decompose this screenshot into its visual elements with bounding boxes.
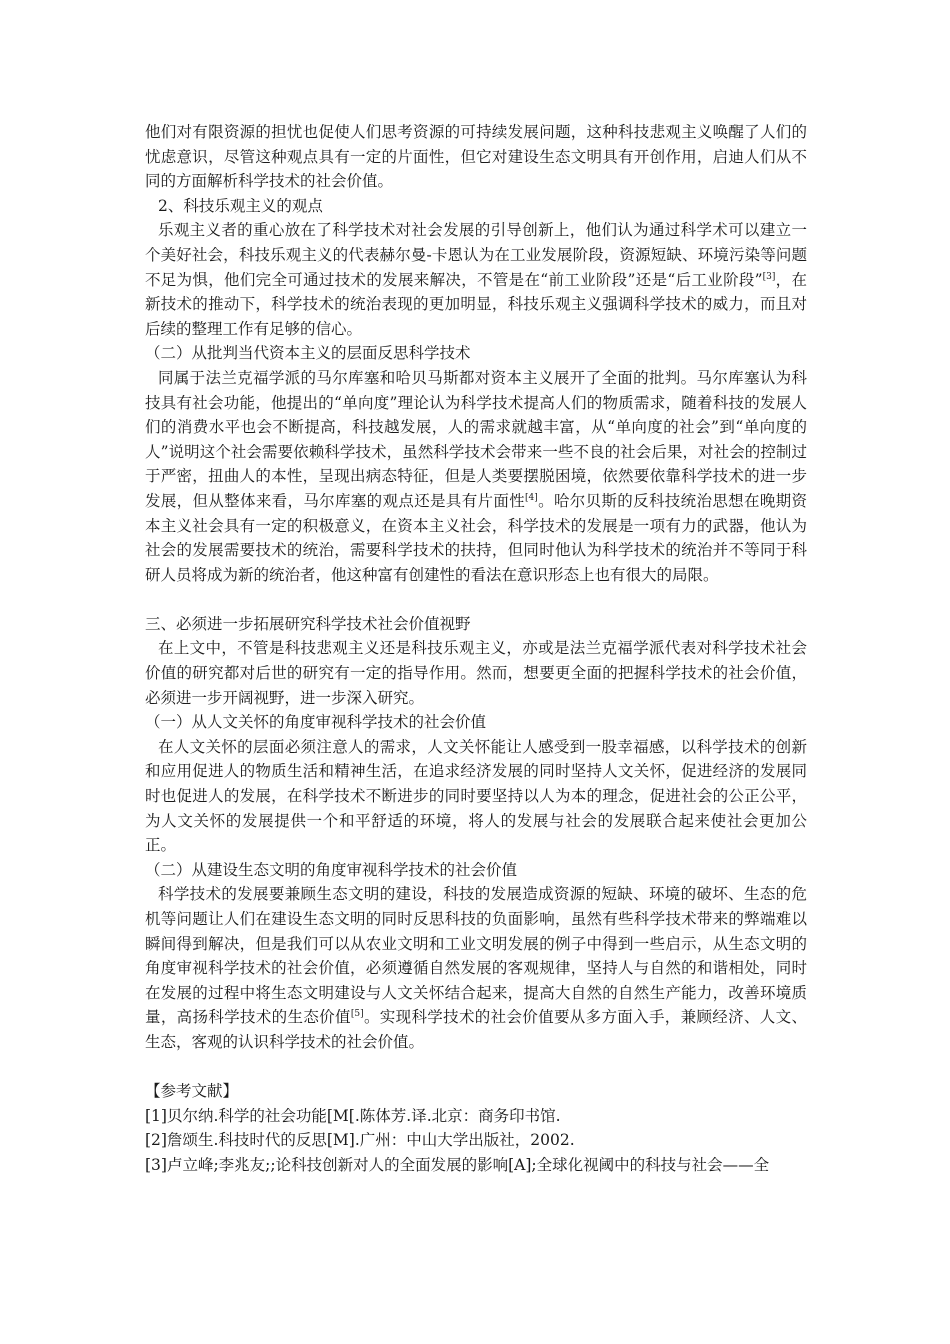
paragraph-frankfurt-rest: 。哈尔贝斯的反科技统治思想在晚期资本主义社会具有一定的积极意义，在资本主义社会，科学技术的发展是一项有力的武器，他认为社会的发展需要技术的统治，需要科学技术的扶持，但同时他认为科学技术的统治并不等同于科研人员将成为新的统治者，他这种富有创建性的看法在意识形态上也有很大的局限。: [145, 491, 807, 584]
paragraph-frankfurt-school: [145, 366, 807, 587]
spacer: [145, 587, 807, 612]
references-title: 【参考文献】: [145, 1082, 239, 1101]
paragraph-optimism-text: 乐观主义者的重心放在了科学技术对社会发展的引导创新上，他们认为通过科学术可以建立一个美好社会，科技乐观主义的代表赫尔曼-卡恩认为在工业发展阶段，资源短缺、环境污染等问题不足为惧，他们完全可通过技术的发展来解决，不管是在“前工业阶段”还是“后工业阶段”: [145, 221, 807, 289]
paragraph-optimism-rest: ，在新技术的推动下，科学技术的统治表现的更加明显，科技乐观主义强调科学技术的威力，而且对后续的整理工作有足够的信心。: [145, 270, 807, 338]
reference-item: [1]贝尔纳.科学的社会功能[M[.陈体芳.译.北京：商务印书馆.: [145, 1106, 561, 1125]
heading-humanistic-care: （一）从人文关怀的角度审视科学技术的社会价值: [145, 713, 487, 732]
spacer: [145, 1055, 807, 1080]
paragraph-ecological-civilization: [145, 882, 807, 1054]
heading-technological-optimism: 2、科技乐观主义的观点: [158, 196, 323, 215]
paragraph-humanistic-care: 在人文关怀的层面必须注意人的需求，人文关怀能让人感受到一股幸福感，以科学技术的创新和应用促进人的物质生活和精神生活，在追求经济发展的同时坚持人文关怀，促进经济的发展同时也促进人的发展，在科学技术不断进步的同时要坚持以人为本的理念，促进社会的公正公平，为人文关怀的发展提供一个和平舒适的环境，将人的发展与社会的发展联合起来使社会更加公正。: [145, 737, 807, 855]
paragraph-ecological-text: 科学技术的发展要兼顾生态文明的建设，科技的发展造成资源的短缺、环境的破坏、生态的危机等问题让人们在建设生态文明的同时反思科技的负面影响，虽然有些科学技术带来的弊端难以瞬间得到解决，但是我们可以从农业文明和工业文明发展的例子中得到一些启示，从生态文明的角度审视科学技术的社会价值，必须遵循自然发展的客观规律，坚持人与自然的和谐相处，同时在发展的过程中将生态文明建设与人文关怀结合起来，提高大自然的自然生产能力，改善环境质量，高扬科学技术的生态价值: [145, 885, 807, 1027]
heading-critique-capitalism: （二）从批判当代资本主义的层面反思科学技术: [145, 344, 471, 363]
heading-ecological-civilization: （二）从建设生态文明的角度审视科学技术的社会价值: [145, 860, 518, 879]
citation-3: [3]: [762, 271, 776, 282]
paragraph-broaden-vision: 在上文中，不管是科技悲观主义还是科技乐观主义，亦或是法兰克福学派代表对科学技术社会价值的研究都对后世的研究有一定的指导作用。然而，想要更全面的把握科学技术的社会价值，必须进一步开阔视野，进一步深入研究。: [145, 639, 807, 707]
document-page: [145, 120, 807, 1178]
reference-item: [3]卢立峰;李兆友;;论科技创新对人的全面发展的影响[A];全球化视阈中的科技与社会——全: [145, 1155, 770, 1174]
section-three-title: 三、必须进一步拓展研究科学技术社会价值视野: [145, 614, 471, 633]
paragraph-optimism: [145, 218, 807, 341]
references-list: [145, 1104, 807, 1178]
paragraph-ecological-rest: 。实现科学技术的社会价值要从多方面入手，兼顾经济、人文、生态，客观的认识科学技术的社会价值。: [145, 1008, 807, 1051]
paragraph-pessimism-conclusion: 他们对有限资源的担忧也促使人们思考资源的可持续发展问题，这种科技悲观主义唤醒了人们的忧虑意识，尽管这种观点具有一定的片面性，但它对建设生态文明具有开创作用，启迪人们从不同的方面解析科学技术的社会价值。: [145, 123, 807, 191]
citation-5: [5]: [350, 1009, 364, 1020]
reference-item: [2]詹颂生.科技时代的反思[M].广州：中山大学出版社，2002.: [145, 1131, 575, 1150]
paragraph-frankfurt-text: 同属于法兰克福学派的马尔库塞和哈贝马斯都对资本主义展开了全面的批判。马尔库塞认为科技具有社会功能，他提出的“单向度”理论认为科学技术提高人们的物质需求，随着科技的发展人们的消费水平也会不断提高，科技越发展，人的需求就越丰富，从“单向度的社会”到“单向度的人”说明这个社会需要依赖科学技术，虽然科学技术会带来一些不良的社会后果，对社会的控制过于严密，扭曲人的本性，呈现出病态特征，但是人类要摆脱困境，依然要依靠科学技术的进一步发展，但从整体来看，马尔库塞的观点还是具有片面性: [145, 368, 807, 510]
citation-4: [4]: [525, 492, 538, 503]
